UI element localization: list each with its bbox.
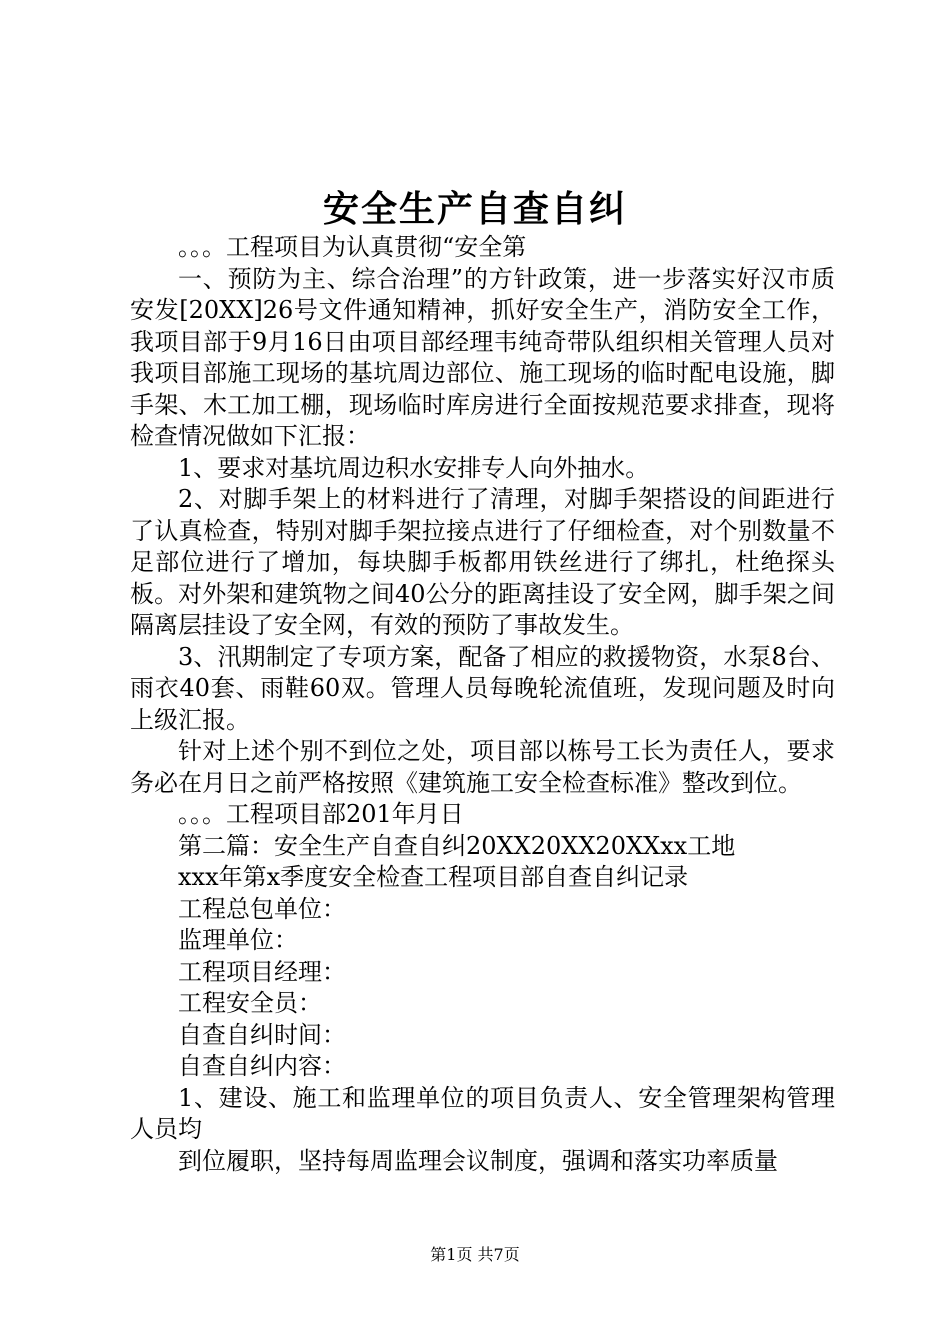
paragraph-item-2: 2、对脚手架上的材料进行了清理，对脚手架搭设的间距进行了认真检查，特别对脚手架拉接点进行了仔细检查，对个别数量不足部位进行了增加，每块脚手板都用铁丝进行了绑扎，杜绝探头板。对外架和建筑物之间40公分的距离挂设了安全网，脚手架之间隔离层挂设了安全网，有效的预防了事故发生。 bbox=[130, 485, 835, 639]
field-inspection-content: 自查自纠内容： bbox=[178, 1052, 346, 1080]
page-footer: 第1页 共7页 bbox=[430, 1245, 520, 1264]
field-contractor: 工程总包单位： bbox=[178, 894, 346, 923]
paragraph-second-title: 第二篇：安全生产自查自纠20XX20XX20XXxx工地 bbox=[178, 831, 736, 860]
paragraph-policy: 一、预防为主、综合治理”的方针政策，进一步落实好汉市质安发[20XX]26号文件通知精神，抓好安全生产，消防安全工作，我项目部于9月16日由项目部经理韦纯奇带队组织相关管理人员对我项目部施工现场的基坑周边部位、施工现场的临时配电设施，脚手架、木工加工棚，现场临时库房进行全面按规范要求排查，现将检查情况做如下汇报： bbox=[130, 264, 835, 450]
paragraph-record-title: xxx年第x季度安全检查工程项目部自查自纠记录 bbox=[178, 863, 689, 891]
field-safety-officer: 工程安全员： bbox=[178, 989, 322, 1017]
paragraph-item-3: 3、汛期制定了专项方案，配备了相应的救援物资，水泵8台、雨衣40套、雨鞋60双。管理人员每晚轮流值班，发现问题及时向上级汇报。 bbox=[130, 642, 835, 734]
paragraph-signature: 。。。工程项目部201年月日 bbox=[178, 800, 464, 828]
document-body bbox=[130, 232, 835, 1177]
field-inspection-time: 自查自纠时间： bbox=[178, 1020, 346, 1049]
paragraph-content-item-1: 1、建设、施工和监理单位的项目负责人、安全管理架构管理人员均 bbox=[130, 1083, 835, 1143]
paragraph-item-1: 1、要求对基坑周边积水安排专人向外抽水。 bbox=[178, 453, 650, 482]
field-supervisor: 监理单位： bbox=[178, 926, 298, 954]
document-title: 安全生产自查自纠 bbox=[322, 188, 627, 230]
field-project-manager: 工程项目经理： bbox=[178, 957, 346, 986]
paragraph-intro: 。。。工程项目为认真贯彻“安全第 bbox=[178, 233, 527, 261]
paragraph-content-continued: 到位履职，坚持每周监理会议制度，强调和落实功率质量 bbox=[178, 1146, 778, 1175]
paragraph-rectification: 针对上述个别不到位之处，项目部以栋号工长为责任人，要求务必在月日之前严格按照《建筑施工安全检查标准》整改到位。 bbox=[130, 737, 835, 797]
